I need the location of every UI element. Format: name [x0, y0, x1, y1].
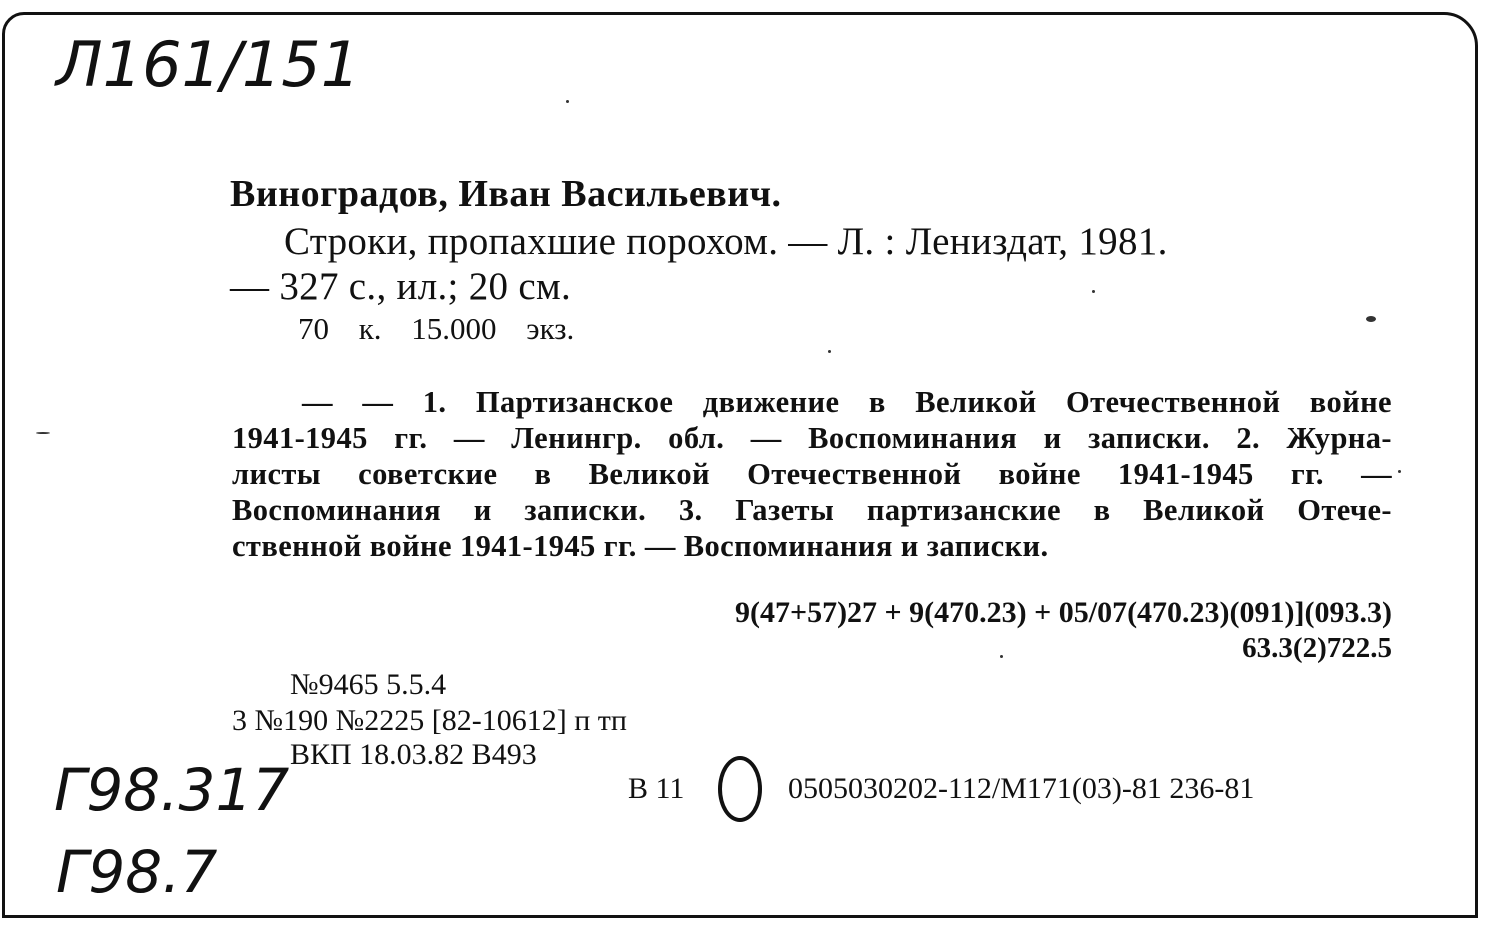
scan-speck: [1092, 290, 1095, 293]
author-heading: Виноградов, Иван Васильевич.: [230, 173, 782, 215]
scan-speck: [566, 100, 569, 103]
catalog-line-3: ВКП 18.03.82 В493: [290, 738, 537, 771]
bbk-index: 63.3(2)722.5: [1242, 632, 1392, 664]
classification-index: 9(47+57)27 + 9(470.23) + 05/07(470.23)(091)](093.3): [734, 596, 1392, 629]
copyright-circle-mark: [718, 756, 762, 822]
scan-speck: [1398, 470, 1401, 473]
subject-line: 1941-1945 гг. — Ленингр. обл. — Воспоминания и записки. 2. Журна-: [232, 421, 1392, 455]
subject-line: листы советские в Великой Отечественной войне 1941-1945 гг. —: [232, 457, 1392, 491]
subject-headings: [232, 384, 1392, 564]
catalog-line-2: 3 №190 №2225 [82-10612] п тп: [232, 704, 627, 737]
handwritten-shelf-code: Л161/151: [56, 28, 361, 101]
handwritten-code-2: Г98.7: [56, 838, 218, 906]
scan-speck: [36, 432, 50, 434]
scan-speck: [1000, 655, 1003, 658]
subject-line: ственной войне 1941-1945 гг. — Воспоминания и записки.: [232, 529, 1049, 563]
catalog-line-1: №9465 5.5.4: [290, 668, 447, 701]
price-and-print-run: 70 к. 15.000 экз.: [298, 311, 575, 346]
title-line-1: Строки, пропахшие порохом. — Л. : Лениздат, 1981.: [284, 220, 1168, 263]
subject-line: Воспоминания и записки. 3. Газеты партизанские в Великой Отече-: [232, 493, 1392, 527]
handwritten-code-1: Г98.317: [54, 756, 290, 824]
publisher-code-prefix: В 11: [628, 772, 685, 805]
publisher-code: 0505030202-112/М171(03)-81 236-81: [788, 772, 1255, 805]
subject-line: — — 1. Партизанское движение в Великой Отечественной войне: [302, 385, 1392, 419]
title-line-2: — 327 с., ил.; 20 см.: [230, 265, 572, 308]
scan-speck: [1366, 316, 1376, 322]
scan-speck: [828, 350, 831, 353]
